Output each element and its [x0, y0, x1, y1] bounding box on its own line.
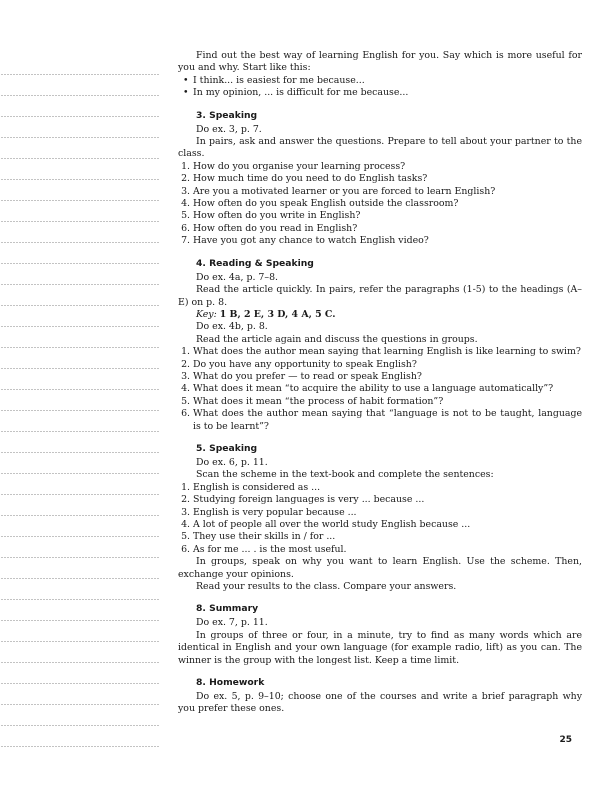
section-heading: 5. Speaking	[196, 442, 258, 454]
answer-key-values: 1 B, 2 E, 3 D, 4 A, 5 C.	[219, 308, 336, 320]
list-item: 1. English is considered as ...	[193, 482, 582, 494]
page-content	[178, 50, 582, 716]
intro-paragraph: Find out the best way of learning English for you. Say which is more useful for you and why. Start like this:	[178, 50, 582, 74]
paragraph: In groups of three or four, in a minute, try to find as many words which are identical in English and your own language (for example radio, lift) as you can. The winner is the group with the longest list. Keep a time limit.	[178, 629, 582, 666]
section-heading: 4. Reading & Speaking	[196, 257, 314, 269]
list-item: • In my opinion, ... is difficult for me because...	[193, 87, 582, 99]
sentence-list	[178, 482, 582, 556]
section-heading: 8. Summary	[196, 603, 259, 615]
list-item: 6. As for me ... . is the most useful.	[193, 544, 582, 556]
paragraph: Read the article again and discuss the questions in groups.	[196, 333, 478, 345]
list-item: 5. How often do you write in English?	[193, 210, 582, 222]
list-item: 5. What does it mean “the process of habit formation”?	[193, 396, 582, 408]
list-item: 1. How do you organise your learning process?	[193, 161, 582, 173]
section-heading: 3. Speaking	[196, 109, 258, 121]
list-item: 3. English is very popular because ...	[193, 507, 582, 519]
paragraph: Do ex. 6, p. 11.	[196, 456, 268, 468]
margin-note-lines	[0, 54, 160, 754]
paragraph: Read your results to the class. Compare your answers.	[196, 581, 457, 593]
list-item: 3. What do you prefer — to read or speak English?	[193, 371, 582, 383]
paragraph: Read the article quickly. In pairs, refer the paragraphs (1-5) to the headings (A–E) on p. 8.	[178, 284, 582, 308]
list-item: 2. Studying foreign languages is very ... because ...	[193, 494, 582, 506]
list-item: 4. What does it mean “to acquire the ability to use a language automatically”?	[193, 383, 582, 395]
list-item: 2. Do you have any opportunity to speak English?	[193, 359, 582, 371]
list-item: 5. They use their skills in / for ...	[193, 531, 582, 543]
paragraph: Do ex. 4b, p. 8.	[196, 321, 268, 333]
paragraph: In groups, speak on why you want to learn English. Use the scheme. Then, exchange your opinions.	[178, 556, 582, 580]
paragraph: Scan the scheme in the text-book and complete the sentences:	[196, 469, 494, 481]
list-item: 6. What does the author mean saying that “language is not to be taught, language is to be learnt”?	[193, 408, 582, 433]
paragraph: Do ex. 3, p. 7.	[196, 123, 262, 135]
answer-key-label: Key:	[196, 308, 217, 320]
intro-bullet-list	[178, 75, 582, 100]
paragraph: Do ex. 7, p. 11.	[196, 617, 268, 629]
answer-key	[178, 309, 582, 321]
list-item: 1. What does the author mean saying that learning English is like learning to swim?	[193, 346, 582, 358]
paragraph: Do ex. 5, p. 9–10; choose one of the courses and write a brief paragraph why you prefer these ones.	[178, 691, 582, 715]
list-item: 4. How often do you speak English outside the classroom?	[193, 198, 582, 210]
list-item: 4. A lot of people all over the world study English because ...	[193, 519, 582, 531]
list-item: • I think... is easiest for me because...	[193, 75, 582, 87]
list-item: 2. How much time do you need to do English tasks?	[193, 173, 582, 185]
list-item: 7. Have you got any chance to watch English video?	[193, 235, 582, 247]
question-list	[178, 346, 582, 433]
paragraph: In pairs, ask and answer the questions. Prepare to tell about your partner to the class.	[178, 136, 582, 160]
question-list	[178, 161, 582, 248]
section-heading: 8. Homework	[196, 677, 265, 689]
page-number: 25	[559, 735, 572, 745]
list-item: 3. Are you a motivated learner or you are forced to learn English?	[193, 186, 582, 198]
paragraph: Do ex. 4a, p. 7–8.	[196, 271, 279, 283]
list-item: 6. How often do you read in English?	[193, 223, 582, 235]
